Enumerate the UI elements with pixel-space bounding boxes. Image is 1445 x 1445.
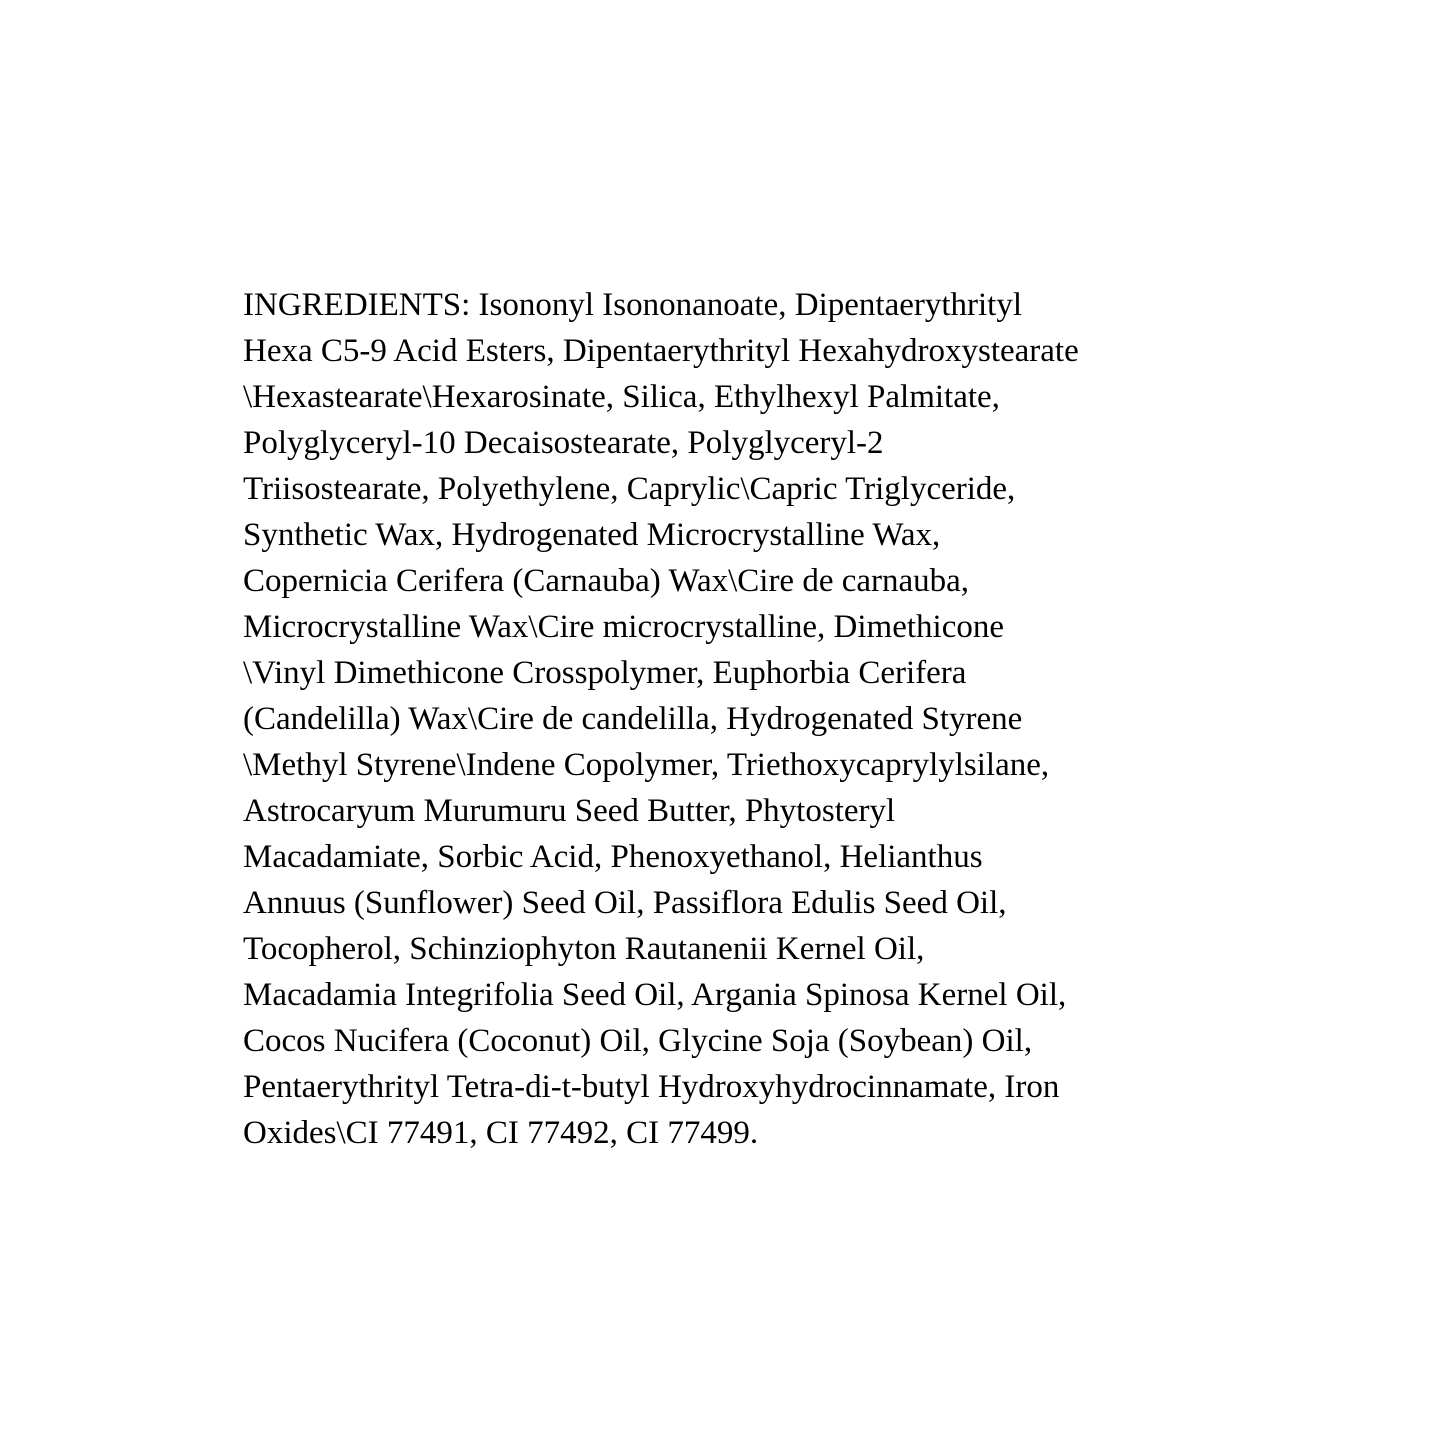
ingredients-line: \Methyl Styrene\Indene Copolymer, Triethoxycaprylylsilane, [243, 747, 1050, 783]
ingredients-text-block [243, 282, 1233, 1156]
ingredients-line: Hexa C5-9 Acid Esters, Dipentaerythrityl Hexahydroxystearate [243, 333, 1079, 369]
ingredients-line: Microcrystalline Wax\Cire microcrystalline, Dimethicone [243, 609, 1004, 645]
ingredients-line: \Hexastearate\Hexarosinate, Silica, Ethylhexyl Palmitate, [243, 379, 1000, 415]
ingredients-line: Cocos Nucifera (Coconut) Oil, Glycine Soja (Soybean) Oil, [243, 1023, 1033, 1059]
ingredients-line: Oxides\CI 77491, CI 77492, CI 77499. [243, 1115, 759, 1151]
ingredients-line: Copernicia Cerifera (Carnauba) Wax\Cire de carnauba, [243, 563, 970, 599]
ingredients-line: Macadamia Integrifolia Seed Oil, Argania Spinosa Kernel Oil, [243, 977, 1067, 1013]
ingredients-line: Synthetic Wax, Hydrogenated Microcrystalline Wax, [243, 517, 941, 553]
ingredients-line: (Candelilla) Wax\Cire de candelilla, Hydrogenated Styrene [243, 701, 1023, 737]
ingredients-line: \Vinyl Dimethicone Crosspolymer, Euphorbia Cerifera [243, 655, 967, 691]
ingredients-line: Astrocaryum Murumuru Seed Butter, Phytosteryl [243, 793, 896, 829]
ingredients-line: Pentaerythrityl Tetra-di-t-butyl Hydroxyhydrocinnamate, Iron [243, 1069, 1060, 1105]
ingredients-line: Tocopherol, Schinziophyton Rautanenii Kernel Oil, [243, 931, 925, 967]
ingredients-line: Polyglyceryl-10 Decaisostearate, Polyglyceryl-2 [243, 425, 884, 461]
ingredients-line: INGREDIENTS: Isononyl Isononanoate, Dipentaerythrityl [243, 287, 1023, 323]
ingredients-line: Macadamiate, Sorbic Acid, Phenoxyethanol, Helianthus [243, 839, 983, 875]
ingredients-line: Annuus (Sunflower) Seed Oil, Passiflora Edulis Seed Oil, [243, 885, 1007, 921]
ingredients-line: Triisostearate, Polyethylene, Caprylic\Capric Triglyceride, [243, 471, 1016, 507]
